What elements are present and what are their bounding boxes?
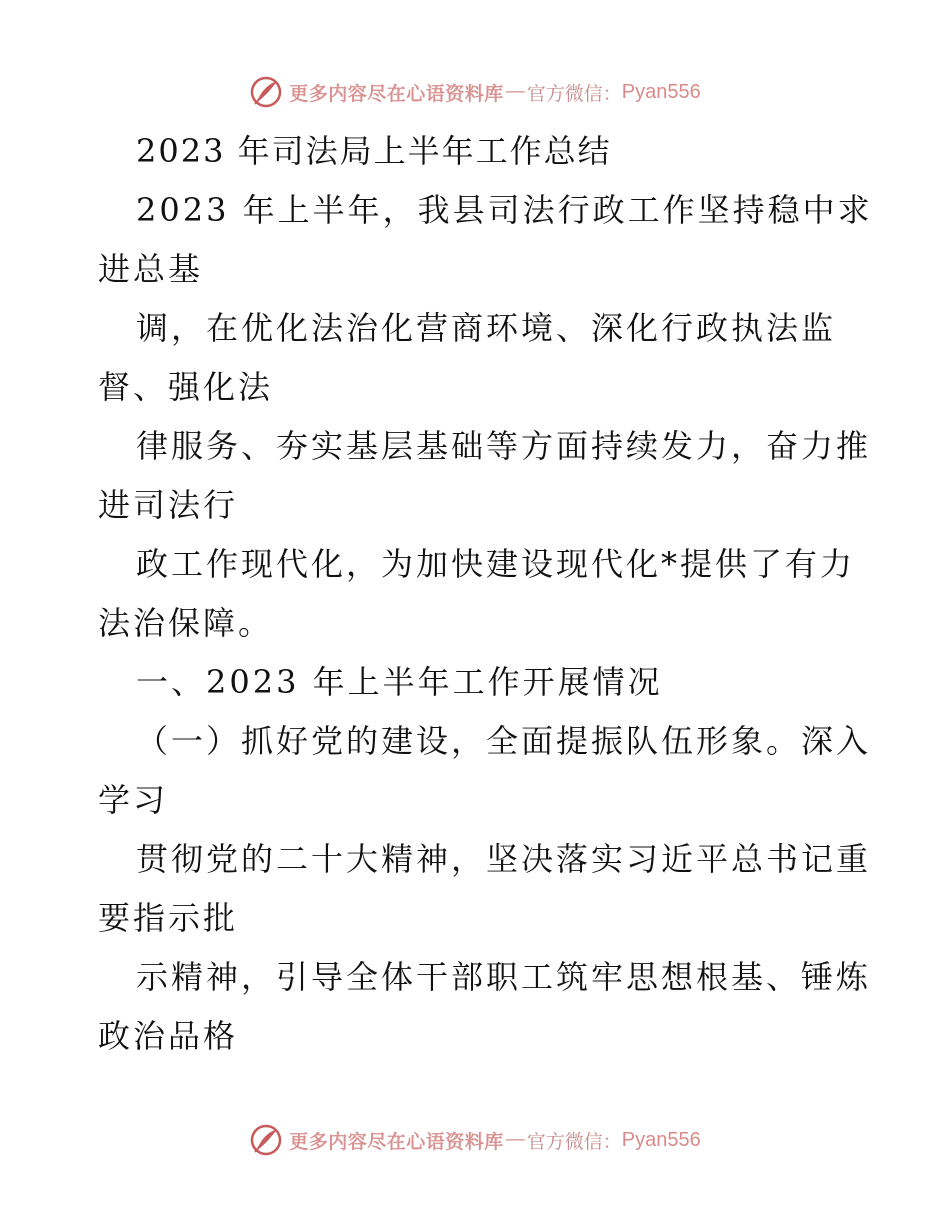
- text-line: 政治品格: [98, 1017, 239, 1055]
- text-line: 2023 年司法局上半年工作总结: [136, 132, 612, 170]
- text-line: 进总基: [98, 250, 204, 288]
- watermark-dash: —: [505, 81, 525, 102]
- text-line: 2023 年上半年，我县司法行政工作坚持稳中求: [136, 191, 873, 229]
- watermark-wechat-label: 官方微信：: [526, 82, 622, 105]
- text-line: 政工作现代化，为加快建设现代化*提供了有力: [136, 545, 856, 583]
- text-line: 学习: [98, 781, 169, 819]
- text-line: 一、2023 年上半年工作开展情况: [136, 663, 663, 701]
- watermark-footer: [0, 1120, 950, 1160]
- watermark-dash: —: [505, 1129, 525, 1150]
- text-line: 调，在优化法治化营商环境、深化行政执法监: [136, 309, 837, 347]
- watermark-wechat-id: Pyan556: [621, 1128, 701, 1151]
- quill-logo-icon: [249, 1123, 283, 1157]
- text-line: 法治保障。: [98, 604, 274, 642]
- watermark-wechat-label: 官方微信：: [526, 1130, 622, 1153]
- watermark-main-text: 更多内容尽在心语资料库: [289, 1130, 504, 1153]
- document-title: [98, 122, 858, 181]
- text-line: 律服务、夯实基层基础等方面持续发力，奋力推: [136, 427, 872, 465]
- watermark-header: [0, 72, 950, 112]
- text-line: 示精神，引导全体干部职工筑牢思想根基、锤炼: [136, 958, 872, 996]
- text-line: 进司法行: [98, 486, 239, 524]
- watermark-main-text: 更多内容尽在心语资料库: [289, 82, 504, 105]
- text-line: 贯彻党的二十大精神，坚决落实习近平总书记重: [136, 840, 872, 878]
- text-line: （一）抓好党的建设，全面提振队伍形象。深入: [136, 722, 872, 760]
- paragraph-party-building: [98, 712, 872, 1066]
- quill-logo-icon: [249, 75, 283, 109]
- paragraph-intro: [98, 181, 873, 653]
- section-heading: [98, 653, 858, 712]
- document-body: [98, 122, 873, 1066]
- watermark-wechat-id: Pyan556: [621, 80, 701, 103]
- text-line: 督、强化法: [98, 368, 274, 406]
- text-line: 要指示批: [98, 899, 239, 937]
